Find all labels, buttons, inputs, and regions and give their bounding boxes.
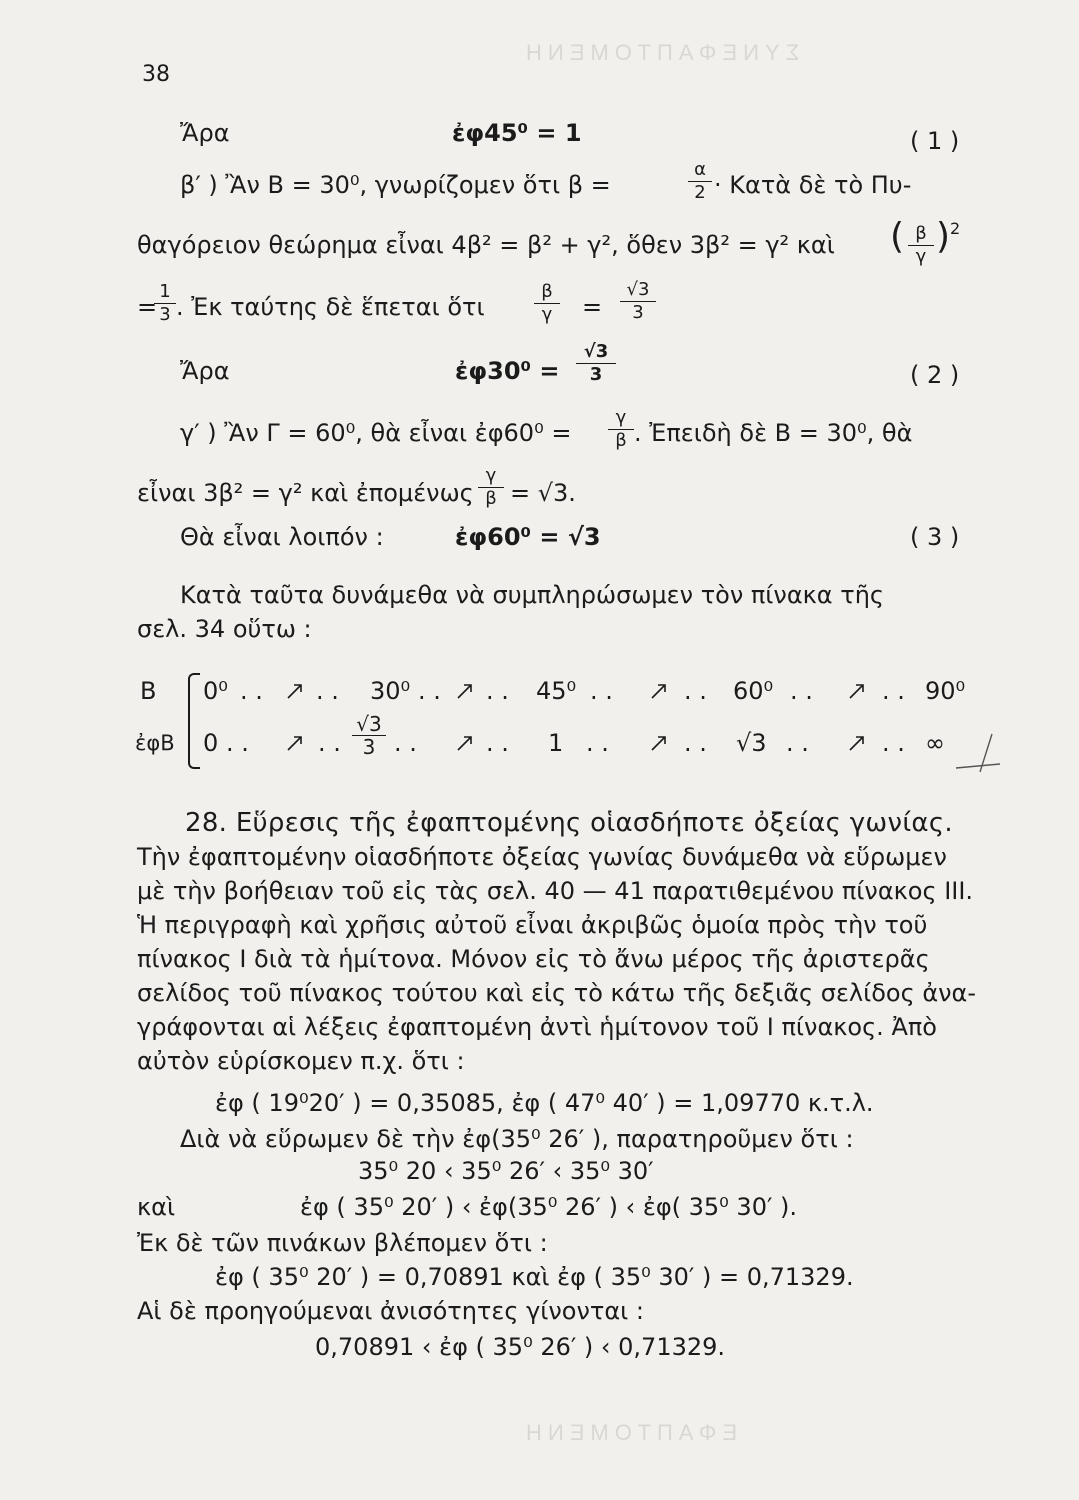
section-line: μὲ τὴν βοήθειαν τοῦ εἰς τὰς σελ. 40 — 41 παρατιθεμένου πίνακος ΙΙΙ. bbox=[137, 877, 974, 905]
eq2-label: Ἄρα bbox=[180, 357, 230, 385]
numerator: β bbox=[541, 281, 553, 302]
para-b-line3-eq2: = bbox=[582, 293, 603, 321]
angle-30: 30⁰ bbox=[370, 677, 411, 705]
power: 2 bbox=[950, 219, 961, 238]
show-through-header: ΣΥΝΕΦΑΠΤΟΜΕΝΗ bbox=[520, 40, 800, 65]
dots: . . bbox=[790, 677, 813, 705]
numerator: γ bbox=[485, 465, 497, 486]
angle-90: 90⁰ bbox=[925, 677, 966, 705]
table-brace bbox=[188, 673, 200, 769]
numerator: 1 bbox=[159, 281, 171, 302]
denominator: γ bbox=[541, 304, 553, 325]
dots: . . bbox=[318, 729, 341, 757]
values-line: ἐφ ( 35⁰ 20′ ) = 0,70891 καὶ ἐφ ( 35⁰ 30′ ) = 0,71329. bbox=[215, 1263, 854, 1291]
para-b-line3-fraction3 bbox=[620, 280, 656, 323]
eq1-label: Ἄρα bbox=[180, 119, 230, 147]
tables-line: Ἐκ δὲ τῶν πινάκων βλέπομεν ὅτι : bbox=[137, 1229, 548, 1257]
row-label-angle: Β bbox=[140, 677, 157, 705]
dots: . . bbox=[786, 729, 809, 757]
dots: . . bbox=[590, 677, 613, 705]
denominator: 3 bbox=[589, 364, 603, 385]
para-d-line2: σελ. 34 οὕτω : bbox=[137, 615, 312, 643]
row-label-tangent: ἐφΒ bbox=[135, 731, 175, 755]
dots: . . bbox=[418, 677, 441, 705]
denominator: β bbox=[485, 488, 497, 509]
right-paren: ) bbox=[936, 216, 951, 257]
numerator: γ bbox=[615, 407, 627, 428]
angle-0: 0⁰ bbox=[203, 677, 228, 705]
numerator: √3 bbox=[626, 279, 650, 300]
numerator: √3 bbox=[356, 712, 382, 736]
eq2-formula: ἐφ30⁰ = bbox=[455, 357, 560, 385]
inequality-angles: 35⁰ 20 ‹ 35⁰ 26′ ‹ 35⁰ 30′ bbox=[358, 1157, 654, 1185]
para-c-line1-fraction bbox=[608, 408, 634, 451]
angle-60: 60⁰ bbox=[733, 677, 774, 705]
section-line: γράφονται αἱ λέξεις ἐφαπτομένη ἀντὶ ἡμίτονον τοῦ Ι πίνακος. Ἀπὸ bbox=[137, 1013, 937, 1041]
section-heading: 28. Εὕρεσις τῆς ἐφαπτομένης οἱασδήποτε ὀξείας γωνίας. bbox=[185, 808, 953, 838]
dots: . . bbox=[316, 677, 339, 705]
para-b-line3-fraction bbox=[154, 282, 176, 325]
value-60: √3 bbox=[736, 729, 767, 757]
angle-45: 45⁰ bbox=[536, 677, 577, 705]
dots: . . bbox=[240, 677, 263, 705]
arrow-icon bbox=[650, 682, 668, 700]
eq2-fraction bbox=[576, 342, 616, 385]
example-line: ἐφ ( 19⁰20′ ) = 0,35085, ἐφ ( 47⁰ 40′ ) = 1,09770 κ.τ.λ. bbox=[215, 1089, 874, 1117]
denominator: 2 bbox=[694, 182, 706, 203]
value-30 bbox=[352, 714, 386, 757]
eq3-formula: ἐφ60⁰ = √3 bbox=[455, 523, 601, 551]
dots: . . bbox=[684, 729, 707, 757]
denominator: β bbox=[615, 430, 627, 451]
denominator: 3 bbox=[632, 302, 644, 323]
section-line: Ἡ περιγραφὴ καὶ χρῆσις αὐτοῦ εἶναι ἀκριβῶς ὁμοία πρὸς τὴν τοῦ bbox=[137, 911, 928, 939]
prev-line: Αἱ δὲ προηγούμεναι ἀνισότητες γίνονται : bbox=[137, 1297, 644, 1325]
dots: . . bbox=[226, 729, 249, 757]
eq1-number: ( 1 ) bbox=[910, 127, 960, 155]
arrow-icon bbox=[848, 682, 866, 700]
para-b-line3-text: . Ἐκ ταύτης δὲ ἕπεται ὅτι bbox=[176, 293, 485, 321]
para-c-line2-suffix: = √3. bbox=[510, 479, 576, 507]
para-b-line1-prefix: β′ ) Ἂν Β = 30⁰, γνωρίζομεν ὅτι β = bbox=[180, 171, 611, 199]
para-b-line3-fraction2 bbox=[534, 282, 560, 325]
para-c-line2-fraction bbox=[478, 466, 504, 509]
dots: . . bbox=[486, 677, 509, 705]
arrow-icon bbox=[650, 734, 668, 752]
denominator: 3 bbox=[159, 304, 171, 325]
para-c-line1-prefix: γ′ ) Ἂν Γ = 60⁰, θὰ εἶναι ἐφ60⁰ = bbox=[180, 419, 572, 447]
dots: . . bbox=[394, 729, 417, 757]
eq3-number: ( 3 ) bbox=[910, 523, 960, 551]
dots: . . bbox=[882, 729, 905, 757]
para-b-line2: θαγόρειον θεώρημα εἶναι 4β² = β² + γ², ὅθεν 3β² = γ² καὶ bbox=[137, 231, 835, 259]
arrow-icon bbox=[456, 682, 474, 700]
dots: . . bbox=[882, 677, 905, 705]
section-line: Τὴν ἐφαπτομένην οἱασδήποτε ὀξείας γωνίας δυνάμεθα νὰ εὕρωμεν bbox=[137, 843, 947, 871]
section-line: σελίδος τοῦ πίνακος τούτου καὶ εἰς τὸ κάτω τῆς δεξιᾶς σελίδος ἀνα- bbox=[137, 979, 977, 1007]
show-through-footer: ΕΦΑΠΤΟΜΕΝΗ bbox=[520, 1420, 738, 1445]
para-b-line1-fraction bbox=[688, 160, 712, 203]
denominator: 3 bbox=[362, 735, 376, 759]
eq2-number: ( 2 ) bbox=[910, 361, 960, 389]
arrow-icon bbox=[286, 734, 304, 752]
arrow-icon bbox=[456, 734, 474, 752]
final-inequality: 0,70891 ‹ ἐφ ( 35⁰ 26′ ) ‹ 0,71329. bbox=[315, 1333, 726, 1361]
dots: . . bbox=[486, 729, 509, 757]
para-b-line3-eq: = bbox=[137, 293, 158, 321]
find-line: Διὰ νὰ εὕρωμεν δὲ τὴν ἐφ(35⁰ 26′ ), παρατηροῦμεν ὅτι : bbox=[180, 1125, 854, 1153]
arrow-icon bbox=[848, 734, 866, 752]
para-d-line1: Κατὰ ταῦτα δυνάμεθα νὰ συμπληρώσωμεν τὸν πίνακα τῆς bbox=[180, 581, 884, 609]
eq3-label: Θὰ εἶναι λοιπόν : bbox=[180, 523, 384, 551]
value-45: 1 bbox=[548, 729, 564, 757]
numerator: α bbox=[694, 159, 706, 180]
numerator: √3 bbox=[583, 341, 609, 362]
left-paren: ( bbox=[890, 216, 905, 257]
numerator: β bbox=[915, 223, 927, 244]
handwritten-mark-icon bbox=[950, 728, 1010, 778]
section-line: αὐτὸν εὑρίσκομεν π.χ. ὅτι : bbox=[137, 1047, 465, 1075]
denominator: γ bbox=[915, 246, 927, 267]
eq1-formula: ἐφ45⁰ = 1 bbox=[452, 119, 582, 147]
arrow-icon bbox=[286, 682, 304, 700]
para-c-line1-suffix: . Ἐπειδὴ δὲ Β = 30⁰, θὰ bbox=[634, 419, 913, 447]
inequality-tangents: ἐφ ( 35⁰ 20′ ) ‹ ἐφ(35⁰ 26′ ) ‹ ἐφ( 35⁰ 30′ ). bbox=[300, 1193, 798, 1221]
value-90: ∞ bbox=[925, 729, 945, 757]
dots: . . bbox=[684, 677, 707, 705]
section-line: πίνακος Ι διὰ τὰ ἡμίτονα. Μόνον εἰς τὸ ἄνω μέρος τῆς ἀριστερᾶς bbox=[137, 945, 930, 973]
value-0: 0 bbox=[203, 729, 219, 757]
dots: . . bbox=[586, 729, 609, 757]
inequality-prefix: καὶ bbox=[137, 1193, 176, 1221]
page-number: 38 bbox=[142, 62, 170, 87]
para-b-line2-fraction bbox=[908, 224, 934, 267]
para-b-line1-suffix: · Κατὰ δὲ τὸ Πυ- bbox=[714, 171, 912, 199]
para-c-line2-prefix: εἶναι 3β² = γ² καὶ ἐπομένως bbox=[137, 479, 474, 507]
